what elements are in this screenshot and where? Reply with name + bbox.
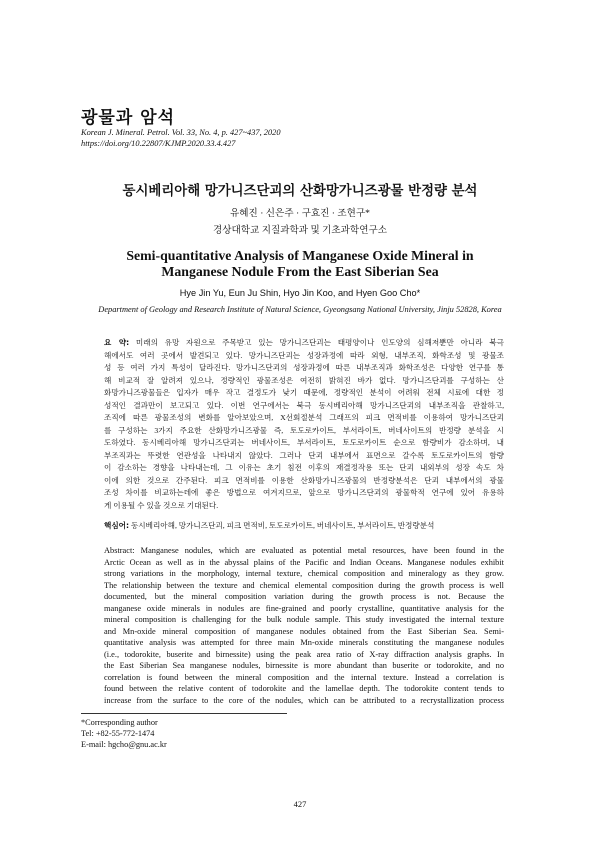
keywords-text: 동시베리아해, 망가니즈단괴, 피크 면적비, 토도로카이트, 버네사이트, 부서라이트, 반정량분석 — [129, 521, 435, 530]
citation-line-1: Korean J. Mineral. Petrol. Vol. 33, No. 4, p. 427~437, 2020 — [81, 128, 281, 137]
korean-abstract-line: 이에 의한 것으로 간주된다. 피크 면적비를 이용한 산화망가니즈광물의 반정량분석은 단괴 내부에서의 광물 — [104, 475, 504, 485]
english-authors: Hye Jin Yu, Eun Ju Shin, Hyo Jin Koo, and Hyen Goo Cho* — [179, 288, 421, 298]
footnote-corresponding: *Corresponding author — [81, 718, 158, 727]
english-abstract-line: correlation is found between the mineral composition and the internal texture. Instead a correlation is — [104, 672, 504, 682]
english-abstract-line: increase from the surface to the core of the nodules, which can be attributed to a recrystallization process — [104, 695, 504, 705]
footnote-email[interactable]: E-mail: hgcho@gnu.ac.kr — [81, 740, 167, 749]
english-abstract-line: The relationship between the texture and chemical elemental composition during the growth process is well — [104, 580, 504, 590]
korean-abstract-line: 요 약: 미래의 유망 자원으로 주목받고 있는 망가니즈단괴는 태평양이나 인도양의 심해저뿐만 아니라 북극 — [104, 338, 504, 347]
english-abstract-line: Abstract: Manganese nodules, which are evaluated as potential metal resources, have been found in the — [104, 546, 504, 555]
english-abstract-line: and Mn-oxide mineral composition of manganese nodules obtained from the East Siberian Sea. Semi- — [104, 626, 504, 636]
english-abstract-label: Abstract: — [104, 546, 135, 555]
korean-abstract-line: 게 이용될 수 있을 것으로 기대된다. — [104, 500, 219, 510]
english-abstract-line: the East Siberian Sea manganese nodules, birnessite is more abundant than buserite or todorokite, and no — [104, 661, 504, 670]
english-title-line-2: Manganese Nodule From the East Siberian Sea — [161, 264, 439, 279]
korean-abstract-line: 해 비교적 잘 알려져 있으나, 정량적인 광물조성은 여전히 밝혀진 바가 없다. 망가니즈단괴를 구성하는 산 — [104, 375, 504, 385]
english-title-line-1: Semi-quantitative Analysis of Manganese Oxide Mineral in — [126, 248, 474, 263]
english-title — [0, 248, 600, 280]
korean-abstract-line: 조직에 따른 광물조성의 변화를 알아보았으며, X선회절분석 그래프의 피크 면적비를 이용하여 망가니즈단괴 — [104, 413, 504, 422]
korean-abstract-line: 해에서도 여러 곳에서 발견되고 있다. 망가니즈단괴는 성장과정에 따라 외형, 내부조직, 화학조성 및 광물조 — [104, 350, 504, 360]
journal-title: 광물과 암석 — [81, 108, 176, 128]
korean-abstract-line: 조성 차이를 비교하는데에 좋은 방법으로 여겨지므로, 앞으로 망가니즈단괴의 광물학적 연구에 있어 유용하 — [104, 488, 504, 497]
korean-abstract-line: 부조직과는 뚜렷한 연관성을 나타내지 않았다. 그러나 단괴 내부에서 표면으로 갈수록 토도로카이트의 함량 — [104, 450, 504, 460]
footnote-rule — [81, 713, 287, 714]
doi-link[interactable]: https://doi.org/10.22807/KJMP.2020.33.4.427 — [81, 139, 236, 148]
english-abstract-line: strong variations in the morphology, internal texture, chemical composition and mineralogy as they grow. — [104, 569, 504, 578]
korean-abstract-line: 성 등 여러 가지 특성이 달라진다. 망가니즈단괴의 성장과정에 따른 내부조직과 화학조성은 다양한 연구를 통 — [104, 363, 504, 372]
korean-abstract-line: 성적인 결과만이 보고되고 있다. 이번 연구에서는 북극 동시베리아해 망가니즈단괴의 내부조직을 관찰하고, — [104, 400, 504, 410]
korean-title: 동시베리아해 망가니즈단괴의 산화망가니즈광물 반정량 분석 — [122, 184, 478, 199]
footnote-tel: Tel: +82-55-772-1474 — [81, 729, 155, 738]
keywords-label: 핵심어: — [104, 521, 130, 530]
page-number: 427 — [293, 799, 307, 809]
english-abstract-line: manganese oxide minerals in nodules are fine-grained and poorly crystalline, quantitative analysis for the — [104, 603, 504, 613]
korean-abstract-line: 도하였다. 동시베리아해 망가니즈단괴는 버네사이트, 부서라이트, 토도로카이트 순으로 함량비가 감소하며, 내 — [104, 438, 504, 447]
citation — [81, 127, 281, 149]
korean-abstract-line: 이 감소하는 경향을 나타내는데, 그 이유는 초기 침전 이후의 재결정작용 또는 단괴 내외부의 성장 속도 차 — [104, 463, 504, 472]
english-abstract-line: (i.e., todorokite, buserite and birnessite) using the peak area ratio of X-ray diffraction analysis graphs. In — [104, 649, 504, 659]
korean-abstract-line: 를 구성하는 3가지 주요한 산화망가니즈광물 즉, 토도로카이트, 부서라이트, 버네사이트의 반정량 분석을 시 — [104, 425, 504, 435]
english-abstract-line: Arctic Ocean as well as in the abyssal plains of the Pacific and Indian Oceans. Manganese nodules exhibit — [104, 557, 504, 567]
english-abstract-line: documented, but the mineral composition variation during the growth process is not. Because the — [104, 592, 504, 601]
keywords — [104, 520, 434, 531]
korean-affiliation: 경상대학교 지질과학과 및 기초과학연구소 — [212, 225, 387, 236]
english-abstract-line: quantitative analysis was attempted for three main Mn-oxide minerals constituting the manganese nodules — [104, 638, 504, 647]
korean-authors: 유혜진 · 신은주 · 구효진 · 조현구* — [230, 208, 370, 219]
korean-abstract-label: 요 약: — [104, 338, 130, 347]
english-abstract-line: mineral composition is challenging for the bulk nodule sample. This study investigated the internal texture — [104, 615, 504, 624]
english-abstract-line: found between the relative content of todorokite and the lamellae depth. The todorokite content tends to — [104, 684, 504, 693]
korean-abstract-line: 화망가니즈광물들은 입자가 매우 작고 결정도가 낮기 때문에, 정량적인 분석이 어려워 전체 시료에 대한 정 — [104, 388, 504, 397]
english-affiliation: Department of Geology and Research Institute of Natural Science, Gyeongsang National University, Jinju 52828, Korea — [98, 305, 502, 314]
